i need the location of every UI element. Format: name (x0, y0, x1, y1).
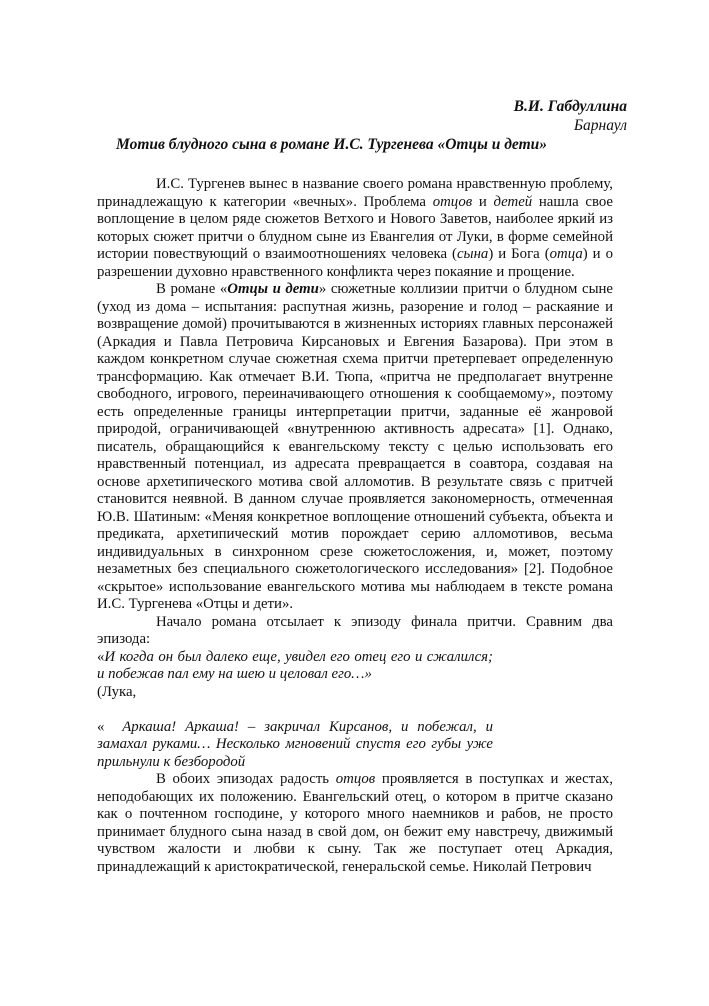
gospel-quote-source: (Лука, (97, 683, 137, 700)
paragraph-3: Начало романа отсылает к эпизоду финала притчи. Сравним два эпизода: (97, 613, 613, 647)
article-title: Мотив блудного сына в романе И.С. Тургенева «Отцы и дети» (116, 136, 548, 153)
author-city: Барнаул (573, 117, 627, 134)
novel-quote: « Аркаша! Аркаша! – закричал Кирсанов, и побежал, и замахал руками… Несколько мгновений спустя его губы уже прильнули к безбородой (97, 718, 493, 770)
spacer (97, 701, 613, 719)
paragraph-4: В обоих эпизодах радость отцов проявляется в поступках и жестах, неподобающих их положению. Евангельский отец, о котором в притче сказано как о почтенном господине, у которого много наемников и рабов, не просто принимает блудного сына назад в свой дом, он бежит ему навстречу, движимый чувством жалости и любви к сыну. Так же поступает отец Аркадия, принадлежащий к аристократической, генеральской семье. Николай Петрович (97, 771, 614, 875)
paragraph-1: И.С. Тургенев вынес в название своего романа нравственную проблему, принадлежащую к категории «вечных». Проблема отцов и детей нашла свое воплощение в целом ряде сюжетов Ветхого и Нового Заветов, наиболее яркий из которых сюжет притчи о блудном сыне из Евангелия от Луки, в форме семейной истории повествующий о взаимоотношениях человека (сына) и Бога (отца) и о разрешении духовно нравственного конфликта через покаяние и прощение. (97, 176, 613, 280)
author-name: В.И. Габдуллина (513, 98, 627, 115)
gospel-quote: «И когда он был далеко еще, увидел его отец его и сжалился; и побежав пал ему на шею и целовал его…» (97, 648, 493, 682)
article-body (97, 176, 613, 876)
paragraph-2: В романе «Отцы и дети» сюжетные коллизии притчи о блудном сыне (уход из дома – испытания: распутная жизнь, разорение и голод – раскаяние и возвращение домой) прочитываются в жизненных историях главных персонажей (Аркадия и Павла Петровича Кирсановых и Евгения Базарова). При этом в каждом конкретном случае сюжетная схема притчи претерпевает определенную трансформацию. Как отмечает В.И. Тюпа, «притча не предполагает внутренне свободного, игрового, переиначивающего отношения к сообщаемому», поэтому есть определенные границы интерпретации притчи, заданные её жанровой природой, ограничивающей «внутреннюю активность адресата» [1]. Однако, писатель, обращающийся к евангельскому тексту с целью использовать его нравственный потенциал, из адресата превращается в соавтора, создавая на основе архетипического мотива свой алломотив. В результате связь с притчей становится неявной. В данном случае проявляется закономерность, отмеченная Ю.В. Шатиным: «Меняя конкретное воплощение отношений субъекта, объекта и предиката, архетипический мотив порождает серию алломотивов, весьма индивидуальных в синхронном срезе сюжетосложения, и, может, поэтому незаметных без специального сюжетологического исследования» [2]. Подобное «скрытое» использование евангельского мотива мы наблюдаем в тексте романа И.С. Тургенева «Отцы и дети». (97, 281, 613, 612)
